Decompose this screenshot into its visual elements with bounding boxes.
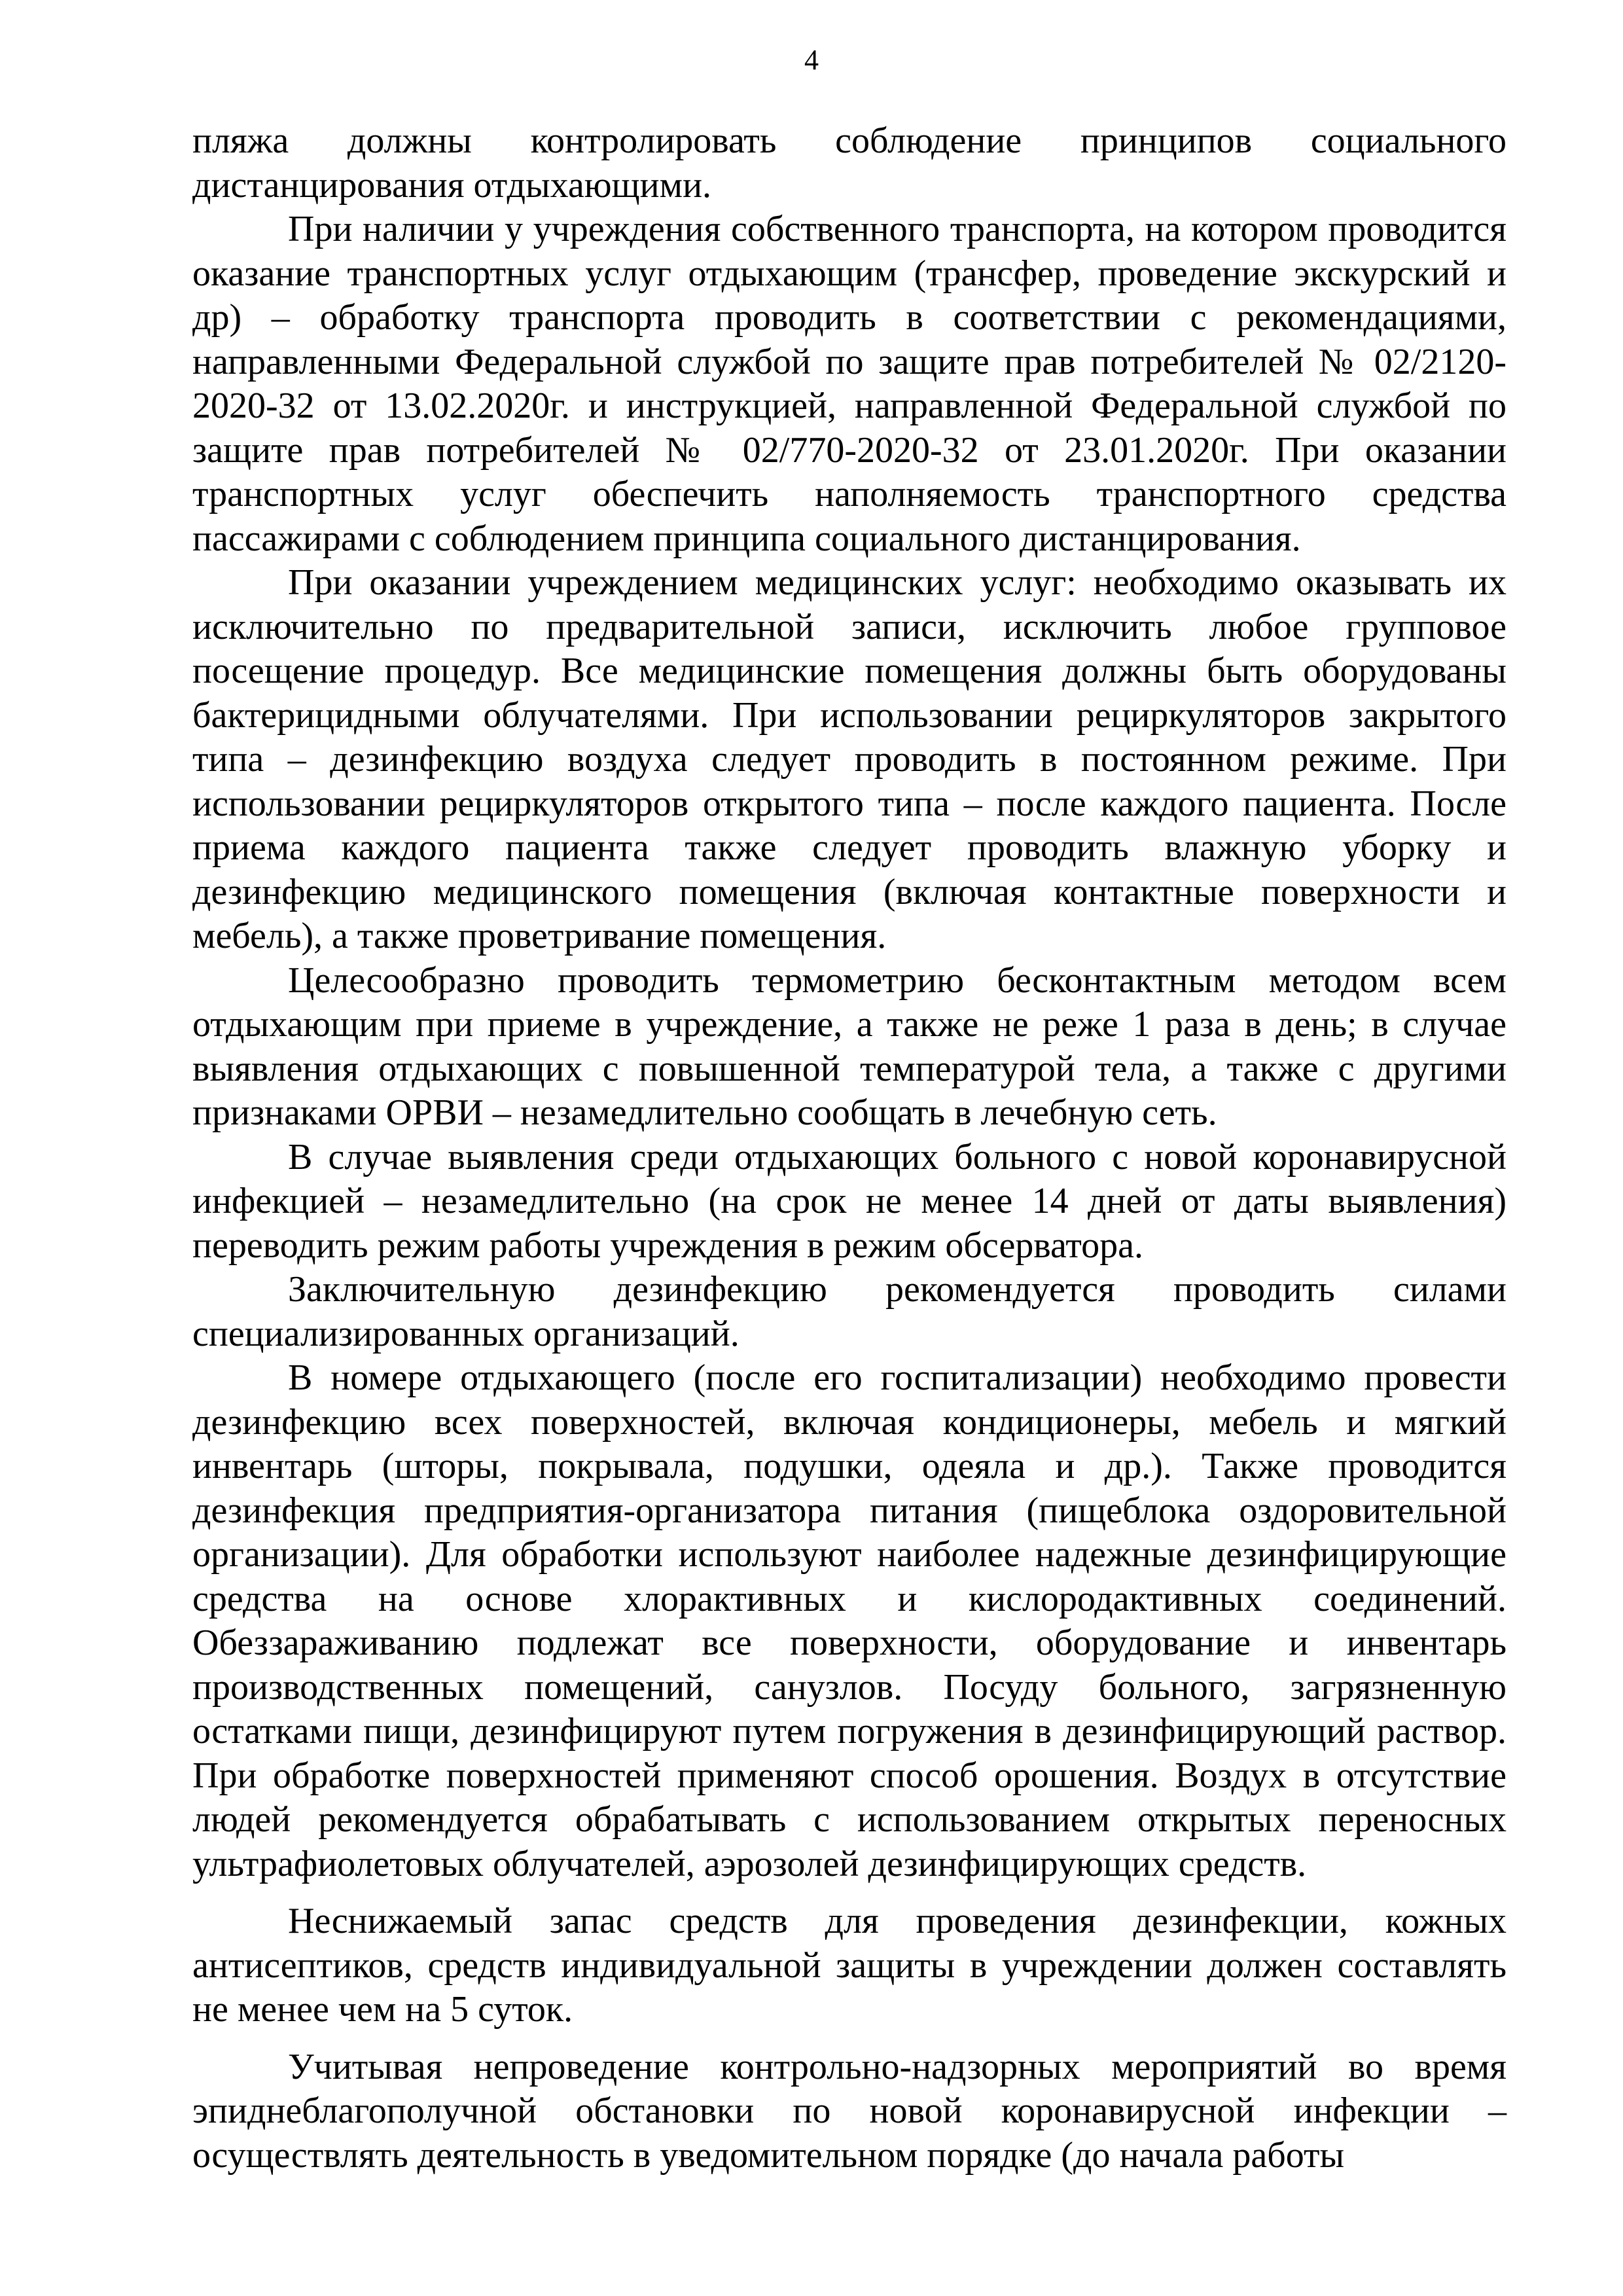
paragraph-transport: При наличии у учреждения собственного транспорта, на котором проводится оказание транспортных услуг отдыхающим (трансфер, проведение экскурский и др) – обработку транспорта проводить в соответствии с рекомендациями, направленными Федеральной службой по защите прав потребителей № 02/2120-2020-32 от 13.02.2020г. и инструкцией, направленной Федеральной службой по защите прав потребителей № 02/770-2020-32 от 23.01.2020г. При оказании транспортных услуг обеспечить наполняемость транспортного средства пассажирами с соблюдением принципа социального дистанцирования. <box>192 209 1507 559</box>
paragraph-observer-mode: В случае выявления среди отдыхающих больного с новой коронавирусной инфекцией – незамедлительно (на срок не менее 14 дней от даты выявления) переводить режим работы учреждения в режим обсерватора. <box>192 1136 1507 1266</box>
paragraph-thermometry: Целесообразно проводить термометрию бесконтактным методом всем отдыхающим при приеме в учреждение, а также не реже 1 раза в день; в случае выявления отдыхающих с повышенной температурой тела, а также с другими признаками ОРВИ – незамедлительно сообщать в лечебную сеть. <box>192 960 1507 1133</box>
page-number: 4 <box>804 44 819 76</box>
paragraph-final-disinfection: Заключительную дезинфекцию рекомендуется проводить силами специализированных организаций. <box>192 1269 1507 1354</box>
paragraph-medical-services: При оказании учреждением медицинских услуг: необходимо оказывать их исключительно по предварительной записи, исключить любое групповое посещение процедур. Все медицинские помещения должны быть оборудованы бактерицидными облучателями. При использовании рециркуляторов закрытого типа – дезинфекцию воздуха следует проводить в постоянном режиме. При использовании рециркуляторов открытого типа – после каждого пациента. После приема каждого пациента также следует проводить влажную уборку и дезинфекцию медицинского помещения (включая контактные поверхности и мебель), а также проветривание помещения. <box>192 562 1507 956</box>
body-text <box>192 119 1507 2178</box>
paragraph-notification-procedure: Учитывая непроведение контрольно-надзорных мероприятий во время эпиднеблагополучной обстановки по новой коронавирусной инфекции – осуществлять деятельность в уведомительном порядке (до начала работы <box>192 2046 1507 2176</box>
paragraph-room-disinfection: В номере отдыхающего (после его госпитализации) необходимо провести дезинфекцию всех поверхностей, включая кондиционеры, мебель и мягкий инвентарь (шторы, покрывала, подушки, одеяла и др.). Также проводится дезинфекция предприятия-организатора питания (пищеблока оздоровительной организации). Для обработки используют наиболее надежные дезинфицирующие средства на основе хлорактивных и кислородактивных соединений. Обеззараживанию подлежат все поверхности, оборудование и инвентарь производственных помещений, санузлов. Посуду больного, загрязненную остатками пищи, дезинфицируют путем погружения в дезинфицирующий раствор. При обработке поверхностей применяют способ орошения. Воздух в отсутствие людей рекомендуется обрабатывать с использованием открытых переносных ультрафиолетовых облучателей, аэрозолей дезинфицирующих средств. <box>192 1357 1507 1884</box>
paragraph-supply-stock: Неснижаемый запас средств для проведения дезинфекции, кожных антисептиков, средств индивидуальной защиты в учреждении должен составлять не менее чем на 5 суток. <box>192 1901 1507 2030</box>
paragraph-continuation: пляжа должны контролировать соблюдение принципов социального дистанцирования отдыхающими. <box>192 120 1507 206</box>
